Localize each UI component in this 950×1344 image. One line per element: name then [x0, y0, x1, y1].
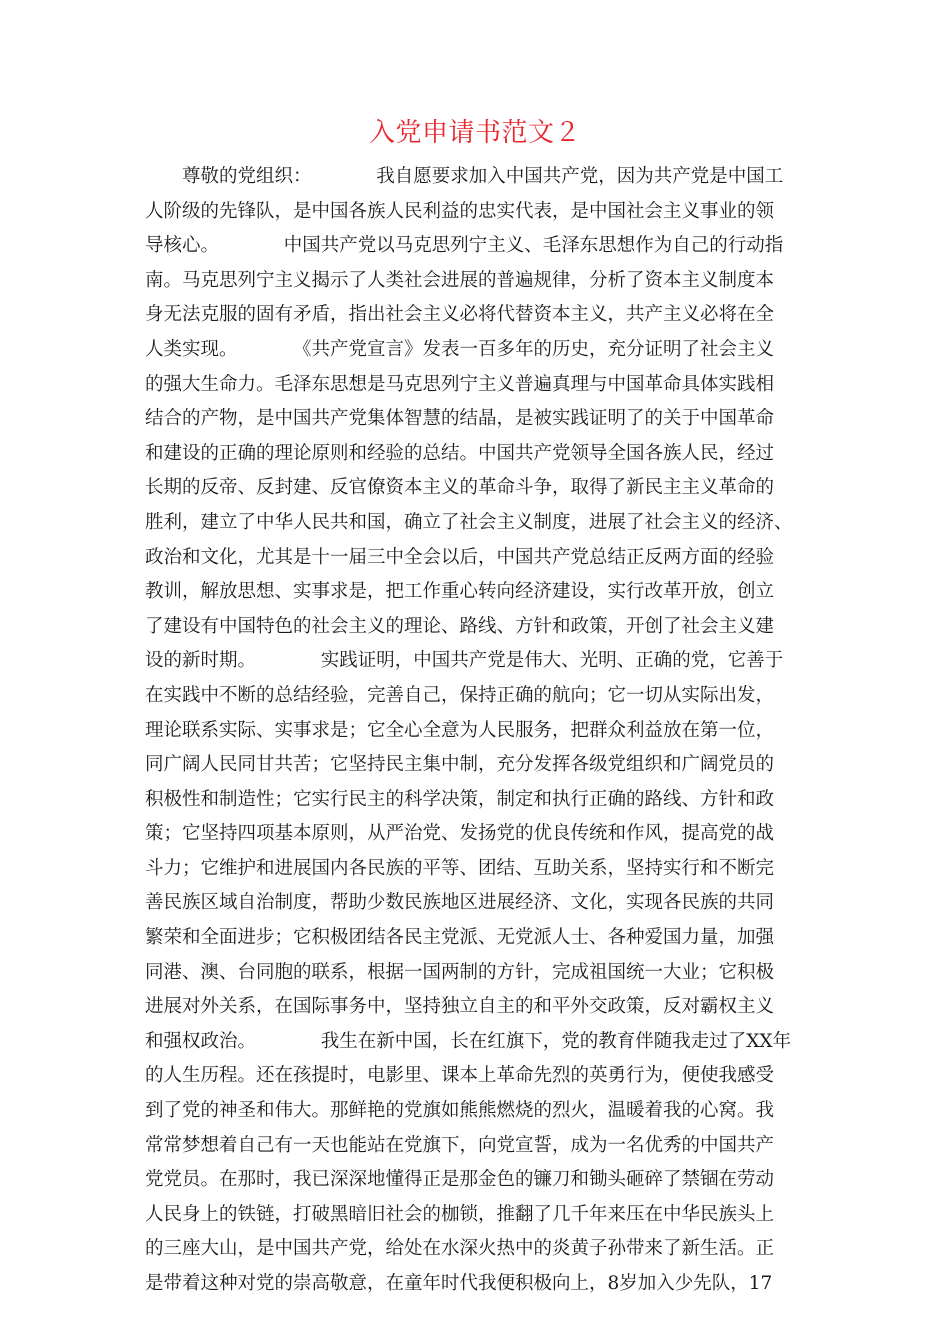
body-line: 人民身上的铁链，打破黑暗旧社会的枷锁，推翻了几千年来压在中华民族头上	[145, 1203, 775, 1225]
body-line: 胜利，建立了中华人民共和国，确立了社会主义制度，进展了社会主义的经济、	[145, 511, 793, 533]
body-line: 的三座大山，是中国共产党，给处在水深火热中的炎黄子孙带来了新生活。正	[145, 1238, 775, 1260]
body-line: 善民族区域自治制度，帮助少数民族地区进展经济、文化，实现各民族的共同	[145, 892, 775, 914]
body-line: 在实践中不断的总结经验，完善自己，保持正确的航向；它一切从实际出发，	[145, 684, 775, 706]
document-title: 入党申请书范文２	[368, 118, 581, 148]
body-line: 策；它坚持四项基本原则，从严治党、发扬党的优良传统和作风，提高党的战	[145, 823, 775, 845]
body-line: 和建设的正确的理论原则和经验的总结。中国共产党领导全国各族人民，经过	[145, 442, 775, 464]
body-line: 积极性和制造性；它实行民主的科学决策，制定和执行正确的路线、方针和政	[145, 788, 775, 810]
body-line: 繁荣和全面进步；它积极团结各民主党派、无党派人士、各种爱国力量，加强	[145, 927, 775, 949]
body-line: 南。马克思列宁主义揭示了人类社会进展的普遍规律，分析了资本主义制度本	[145, 269, 775, 291]
body-line: 结合的产物，是中国共产党集体智慧的结晶，是被实践证明了的关于中国革命	[145, 408, 775, 430]
body-line: 理论联系实际、实事求是；它全心全意为人民服务，把群众利益放在第一位，	[145, 719, 775, 741]
body-line: 党党员。在那时，我已深深地懂得正是那金色的镰刀和锄头砸碎了禁锢在劳动	[145, 1169, 775, 1191]
body-line: 政治和文化，尤其是十一届三中全会以后，中国共产党总结正反两方面的经验	[145, 546, 775, 568]
body-line: 斗力；它维护和进展国内各民族的平等、团结、互助关系，坚持实行和不断完	[145, 857, 775, 879]
body-line: 和强权政治。 我生在新中国，长在红旗下，党的教育伴随我走过了XX年	[145, 1030, 792, 1052]
body-line: 尊敬的党组织： 我自愿要求加入中国共产党，因为共产党是中国工	[145, 166, 784, 187]
body-line: 人阶级的先锋队，是中国各族人民利益的忠实代表，是中国社会主义事业的领	[145, 200, 775, 222]
body-line: 设的新时期。 实践证明，中国共产党是伟大、光明、正确的党，它善于	[145, 650, 784, 672]
body-line: 了建设有中国特色的社会主义的理论、路线、方针和政策，开创了社会主义建	[145, 615, 775, 637]
body-line: 的强大生命力。毛泽东思想是马克思列宁主义普遍真理与中国革命具体实践相	[145, 373, 775, 395]
body-line: 常常梦想着自己有一天也能站在党旗下，向党宣誓，成为一名优秀的中国共产	[145, 1134, 775, 1156]
body-line: 身无法克服的固有矛盾，指出社会主义必将代替资本主义，共产主义必将在全	[145, 304, 775, 326]
body-line: 到了党的神圣和伟大。那鲜艳的党旗如熊熊燃烧的烈火，温暖着我的心窝。我	[145, 1100, 775, 1122]
body-line: 人类实现。 《共产党宣言》发表一百多年的历史，充分证明了社会主义	[145, 338, 775, 360]
body-line: 同广阔人民同甘共苦；它坚持民主集中制，充分发挥各级党组织和广阔党员的	[145, 754, 775, 776]
body-line: 是带着这种对党的崇高敬意，在童年时代我便积极向上，8岁加入少先队，17	[145, 1273, 773, 1294]
document-body	[145, 160, 805, 1302]
body-line: 教训，解放思想、实事求是，把工作重心转向经济建设，实行改革开放，创立	[145, 581, 775, 603]
body-line: 进展对外关系，在国际事务中，坚持独立自主的和平外交政策，反对霸权主义	[145, 996, 775, 1018]
body-line: 的人生历程。还在孩提时，电影里、课本上革命先烈的英勇行为，便使我感受	[145, 1065, 775, 1087]
body-line: 长期的反帝、反封建、反官僚资本主义的革命斗争，取得了新民主主义革命的	[145, 477, 775, 499]
body-line: 同港、澳、台同胞的联系，根据一国两制的方针，完成祖国统一大业；它积极	[145, 961, 775, 983]
body-line: 导核心。 中国共产党以马克思列宁主义、毛泽东思想作为自己的行动指	[145, 235, 784, 257]
